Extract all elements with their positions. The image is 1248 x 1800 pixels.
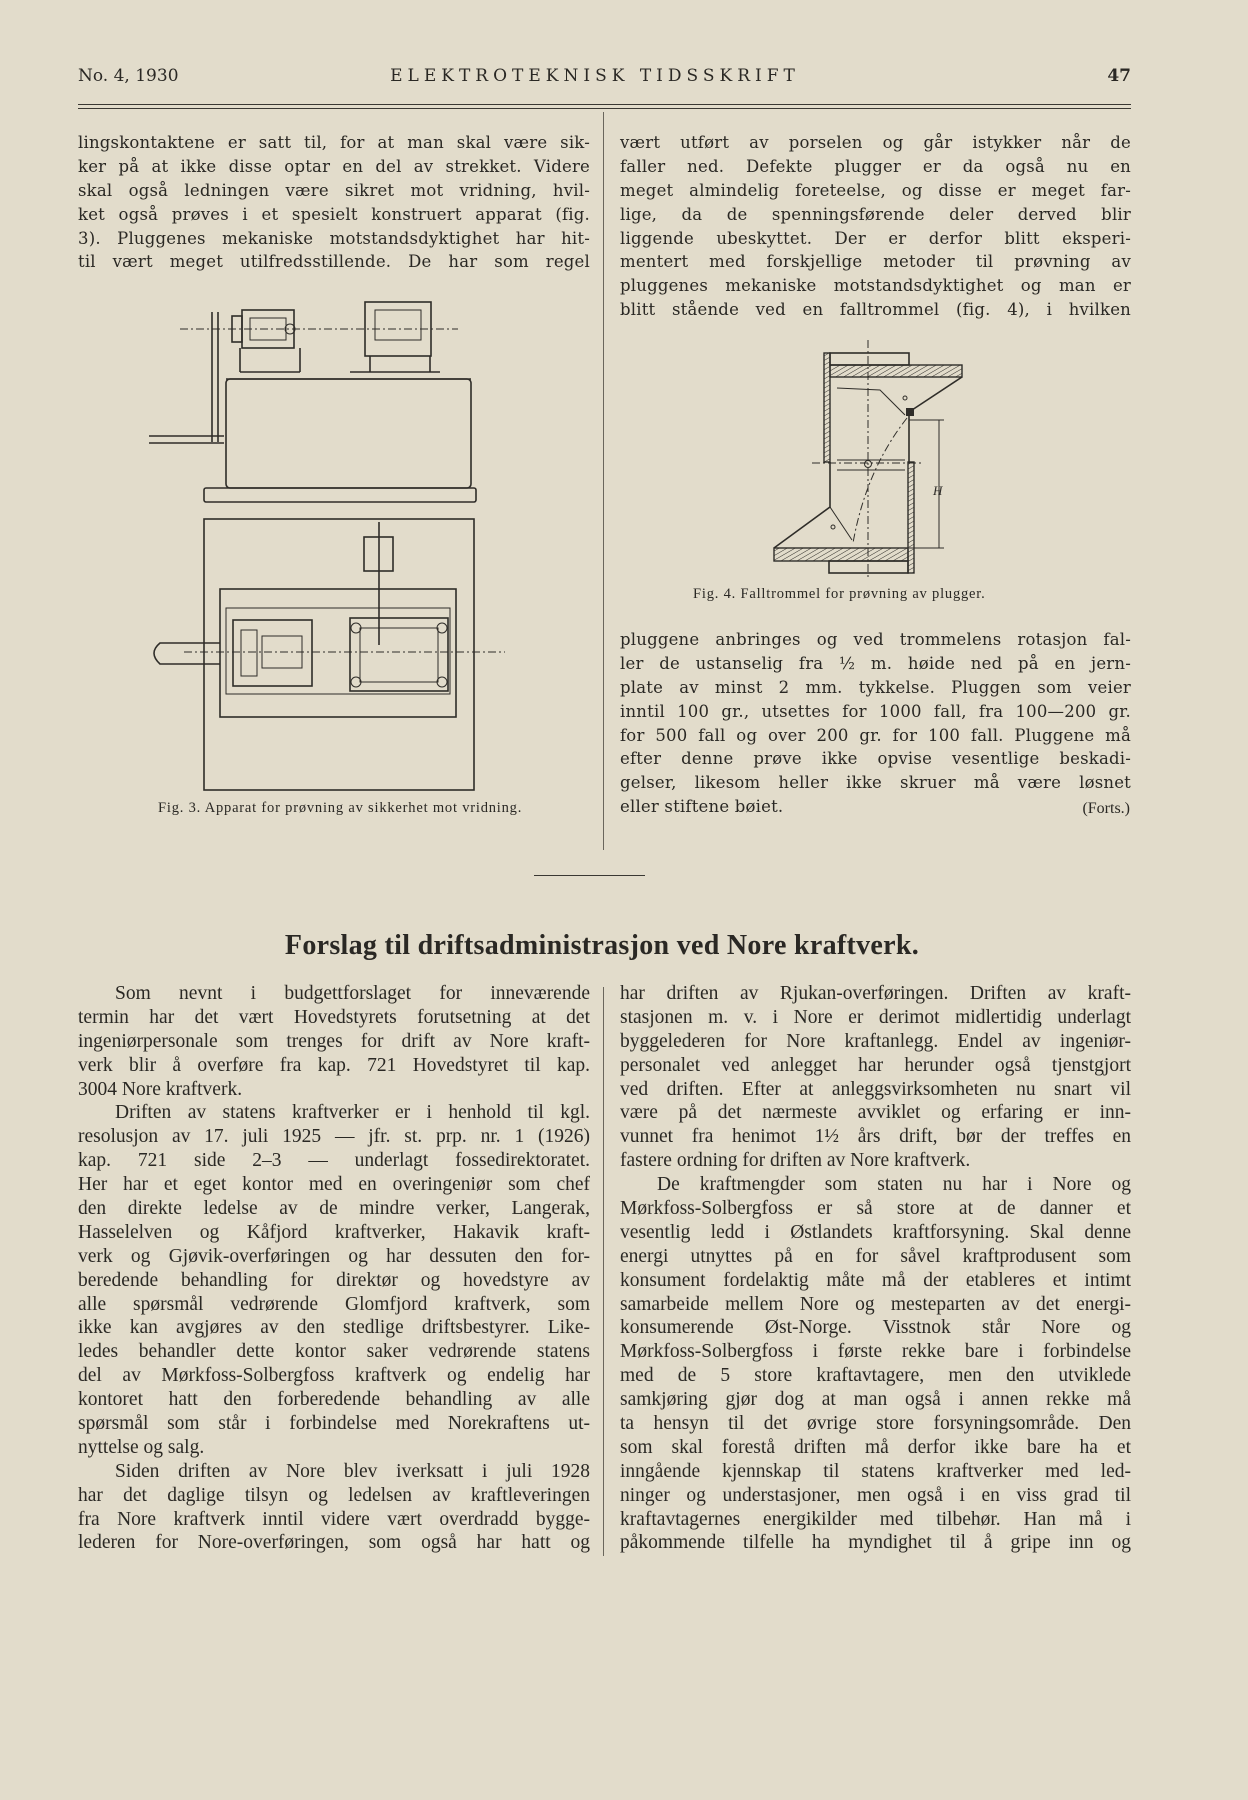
text-line: inntil 100 gr., utsettes for 1000 fall, fra 100—200 gr. <box>620 701 1131 721</box>
text-line: spørsmål som står i forbindelse med Norekraftens ut- <box>78 1413 590 1435</box>
text-line: resolusjon av 17. juli 1925 — jfr. st. prp. nr. 1 (1926) <box>78 1126 590 1148</box>
journal-title: ELEKTROTEKNISK TIDSSKRIFT <box>390 66 800 86</box>
text-line: ingeniørpersonale som trenges for drift av Nore kraft- <box>78 1030 590 1052</box>
top-right-column <box>620 131 1131 322</box>
text-line: har det daglige tilsyn og ledelsen av kraftleveringen <box>78 1484 590 1506</box>
text-line: for 500 fall og over 200 gr. for 100 fall. Pluggene må <box>620 725 1131 745</box>
text-line: meget almindelig foreteelse, og disse er meget far- <box>620 180 1131 200</box>
header-rule-top <box>78 104 1131 105</box>
text-line: 3). Pluggenes mekaniske motstandsdyktighet har hit- <box>78 228 590 248</box>
text-line: konsument fordelaktig måte må der etableres et intimt <box>620 1269 1131 1291</box>
article-title: Forslag til driftsadministrasjon ved Nore kraftverk. <box>284 930 920 961</box>
top-left-column <box>78 131 590 274</box>
text-line: ta hensyn til det øvrige store forsyningsområde. Den <box>620 1413 1131 1435</box>
figure-3-caption: Fig. 3. Apparat for prøvning av sikkerhet mot vridning. <box>158 800 523 816</box>
figure-3-drawing <box>140 290 510 800</box>
text-line: stasjonen m. v. i Nore er derimot midlertidig underlagt <box>620 1006 1131 1028</box>
text-line: gelser, likesom heller ikke skruer må være løsnet <box>620 773 1131 793</box>
text-line: ler de ustanselig fra ½ m. høide ned på en jern- <box>620 653 1131 673</box>
text-line: Driften av statens kraftverker er i henhold til kgl. <box>115 1102 590 1124</box>
text-line: alle spørsmål vedrørende Glomfjord kraftverk, som <box>78 1293 590 1315</box>
text-line: 3004 Nore kraftverk. <box>78 1078 243 1100</box>
section-separator <box>534 875 645 876</box>
page-number: 47 <box>1107 66 1131 86</box>
text-line: lederen for Nore-overføringen, som også har hatt og <box>78 1532 590 1554</box>
text-line: samarbeide mellem Nore og mesteparten av det energi- <box>620 1293 1131 1315</box>
text-line: ninger og understasjoner, men også i en viss grad til <box>620 1484 1131 1506</box>
text-line: blitt stående ved en falltrommel (fig. 4), i hvilken <box>620 300 1131 320</box>
text-line: vært utført av porselen og går istykker når de <box>620 133 1131 152</box>
text-line: De kraftmengder som staten nu har i Nore og <box>657 1174 1131 1196</box>
text-line: vesentlig ledd i Østlandets kraftforsyning. Skal denne <box>620 1221 1131 1243</box>
text-line: eller stiftene bøiet. <box>620 797 784 817</box>
text-line: mentert med forskjellige metoder til prøvning av <box>620 252 1131 272</box>
text-line: Som nevnt i budgettforslaget for inneværende <box>115 983 590 1004</box>
text-line: nyttelse og salg. <box>78 1436 205 1458</box>
text-line: byggelederen for Nore kraftanlegg. Endel av ingeniør- <box>620 1030 1131 1052</box>
column-divider-article <box>603 987 604 1556</box>
text-line: den direkte ledelse av de mindre verker, Langerak, <box>78 1198 590 1220</box>
text-line: lige, da de spenningsførende deler derved blir <box>620 204 1131 224</box>
text-line: være på det nærmeste avviklet og erfaring er inn- <box>620 1102 1131 1124</box>
text-line: konsumerende Øst-Norge. Visstnok står Nore og <box>620 1317 1131 1339</box>
text-line: efter denne prøve ikke opvise vesentlige beskadi- <box>620 749 1131 769</box>
text-line: Her har et eget kontor med en overingeniør som chef <box>78 1174 590 1196</box>
text-line: fastere ordning for driften av Nore kraftverk. <box>620 1150 971 1172</box>
text-line: ket også prøves i et spesielt konstruert apparat (fig. <box>78 204 590 224</box>
text-line: fra Nore kraftverk inntil videre vært overdradd bygge- <box>78 1508 590 1530</box>
text-line: verk blir å overføre fra kap. 721 Hovedstyret til kap. <box>78 1054 590 1076</box>
text-line: beredende behandling for direktør og hovedstyre av <box>78 1269 590 1291</box>
text-line: som skal forestå driften må derfor ikke bare ha et <box>620 1436 1131 1458</box>
text-line: energi utnyttes på en for såvel kraftprodusent som <box>620 1245 1131 1267</box>
text-line: verk og Gjøvik-overføringen og har dessuten den for- <box>78 1245 590 1267</box>
header-rule-bottom <box>78 108 1131 109</box>
text-line: termin har det vært Hovedstyrets forutsetning at det <box>78 1006 590 1028</box>
text-line: liggende ubeskyttet. Der er derfor blitt eksperi- <box>620 228 1131 248</box>
text-line: kraftavtagernes energikilder med tilbehør. Han må i <box>620 1508 1131 1530</box>
top-right-column-continued <box>620 628 1131 819</box>
text-line: del av Mørkfoss-Solbergfoss kraftverk og endelig har <box>78 1365 590 1387</box>
text-line: pluggene anbringes og ved trommelens rotasjon fal- <box>620 630 1131 649</box>
text-line: lingskontaktene er satt til, for at man skal være sik- <box>78 133 590 152</box>
text-line: skal også ledningen være sikret mot vridning, hvil- <box>78 180 590 200</box>
text-line: Mørkfoss-Solbergfoss er så store at de danner et <box>620 1198 1131 1220</box>
text-line: ledes behandler dette kontor saker vedrørende statens <box>78 1341 590 1363</box>
text-line: kontoret hatt den forberedende behandling av alle <box>78 1389 590 1411</box>
column-divider-top <box>603 112 604 850</box>
text-line: ikke kan avgjøres av den stedlige driftsbestyrer. Like- <box>78 1317 590 1339</box>
text-line: pluggenes mekaniske motstandsdyktighet og man er <box>620 276 1131 296</box>
text-line: Siden driften av Nore blev iverksatt i juli 1928 <box>115 1460 590 1482</box>
text-line: inngående kjennskap til statens kraftverker med led- <box>620 1460 1131 1482</box>
text-line: ved driften. Efter at anleggsvirksomheten nu snart vil <box>620 1078 1131 1100</box>
text-line: faller ned. Defekte plugger er da også nu en <box>620 156 1131 176</box>
text-line: påkommende tilfelle ha myndighet til å gripe inn og <box>620 1532 1131 1554</box>
article-left-column <box>78 982 590 1555</box>
continued-note: (Forts.) <box>1082 800 1130 817</box>
text-line: ker på at ikke disse optar en del av strekket. Videre <box>78 156 590 176</box>
article-right-column <box>620 982 1131 1555</box>
text-line: har driften av Rjukan-overføringen. Driften av kraft- <box>620 983 1131 1004</box>
figure-4-height-label: H <box>933 483 943 498</box>
text-line: plate av minst 2 mm. tykkelse. Pluggen som veier <box>620 677 1131 697</box>
text-line: Mørkfoss-Solbergfoss i første rekke bare i forbindelse <box>620 1341 1131 1363</box>
issue-number: No. 4, 1930 <box>78 66 179 86</box>
text-line: samkjøring gjør dog at man også i annen rekke må <box>620 1389 1131 1411</box>
text-line: til vært meget utilfredsstillende. De har som regel <box>78 252 590 272</box>
text-line: vunnet fra henimot 1½ års drift, bør der treffes en <box>620 1126 1131 1148</box>
text-line: kap. 721 side 2–3 — underlagt fossedirektoratet. <box>78 1150 590 1172</box>
figure-4-drawing <box>760 340 1000 580</box>
text-line: Hasselelven og Kåfjord kraftverker, Hakavik kraft- <box>78 1221 590 1243</box>
text-line: personalet ved anlegget har herunder også tjenstgjort <box>620 1054 1131 1076</box>
figure-4-caption: Fig. 4. Falltrommel for prøvning av plugger. <box>693 586 986 602</box>
text-line: med de 5 store kraftavtagere, men den utviklede <box>620 1365 1131 1387</box>
